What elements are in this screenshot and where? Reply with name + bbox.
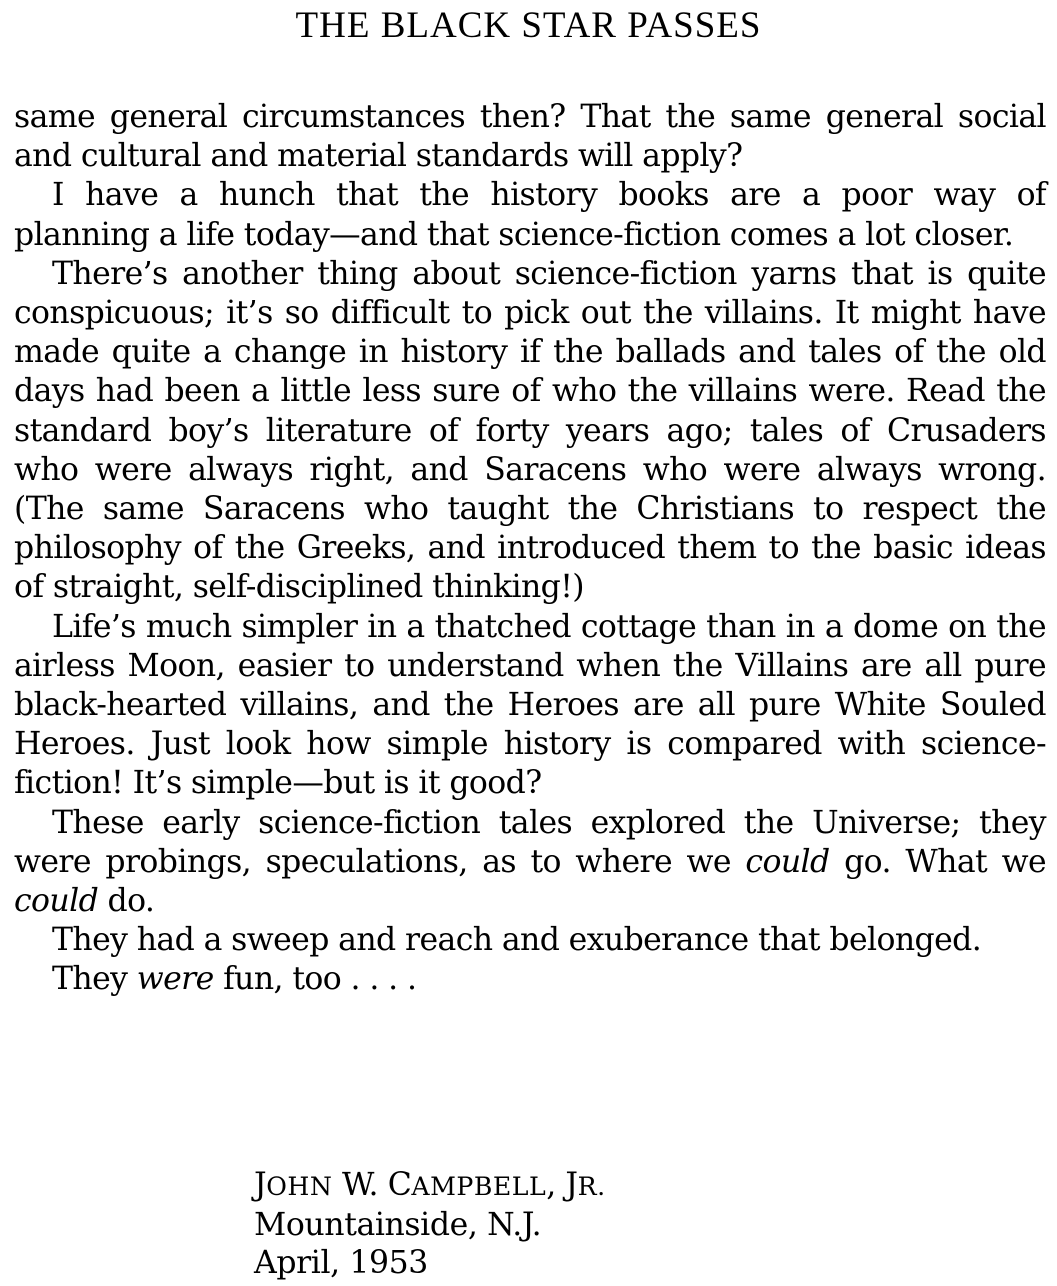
author-last-name: CAMPBELL <box>387 1167 547 1203</box>
italic-text: could <box>14 883 99 920</box>
italic-text: could <box>745 843 830 880</box>
text-run: same general circumstances then? That the same general social and cultural and material standards will apply? <box>14 99 1046 175</box>
text-run: They had a sweep and reach and exuberance that belonged. <box>52 922 982 959</box>
text-run: These early science-fiction tales explored the Universe; they were probings, speculations, as to where we <box>14 804 1046 880</box>
text-run: Life’s much simpler in a thatched cottage than in a dome on the airless Moon, easier to understand when the Villains are all pure black-hearted villains, and the Heroes are all pure White Souled Heroes. Just look how simple history is compared with science-fiction! It’s simple—but is it good? <box>14 608 1046 802</box>
paragraph <box>14 255 1046 608</box>
author-location: Mountainside, N.J. <box>254 1207 542 1243</box>
text-run: They <box>52 961 137 998</box>
paragraph <box>14 176 1046 254</box>
author-name: JOHN W. CAMPBELL, JR. <box>254 1167 606 1203</box>
signature-block <box>254 1166 954 1282</box>
author-suffix: JR. <box>565 1167 606 1203</box>
running-head: THE BLACK STAR PASSES <box>295 5 762 46</box>
paragraph <box>14 804 1046 922</box>
italic-text: were <box>136 961 214 998</box>
paragraph <box>14 98 1046 176</box>
letter-date: April, 1953 <box>254 1245 428 1281</box>
author-first-name: JOHN <box>254 1167 333 1203</box>
text-run: fun, too . . . . <box>213 961 417 998</box>
paragraph <box>14 921 1046 960</box>
paragraph <box>14 960 1046 999</box>
text-run: I have a hunch that the history books are a poor way of planning a life today—and that science-fiction comes a lot closer. <box>14 177 1046 253</box>
paragraph <box>14 608 1046 804</box>
author-middle-initial: W. <box>332 1167 388 1203</box>
text-run: There’s another thing about science-fiction yarns that is quite conspicuous; it’s so difficult to pick out the villains. It might have made quite a change in history if the ballads and tales of the old days had been a little less sure of who the villains were. Read the standard boy’s literature of forty years ago; tales of Crusaders who were always right, and Saracens who were always wrong. (The same Saracens who taught the Christians to respect the philosophy of the Greeks, and introduced them to the basic ideas of straight, self-disciplined thinking!) <box>14 255 1046 606</box>
body-text <box>14 98 1046 1000</box>
text-run: do. <box>98 883 155 920</box>
text-run: go. What we <box>829 843 1046 880</box>
